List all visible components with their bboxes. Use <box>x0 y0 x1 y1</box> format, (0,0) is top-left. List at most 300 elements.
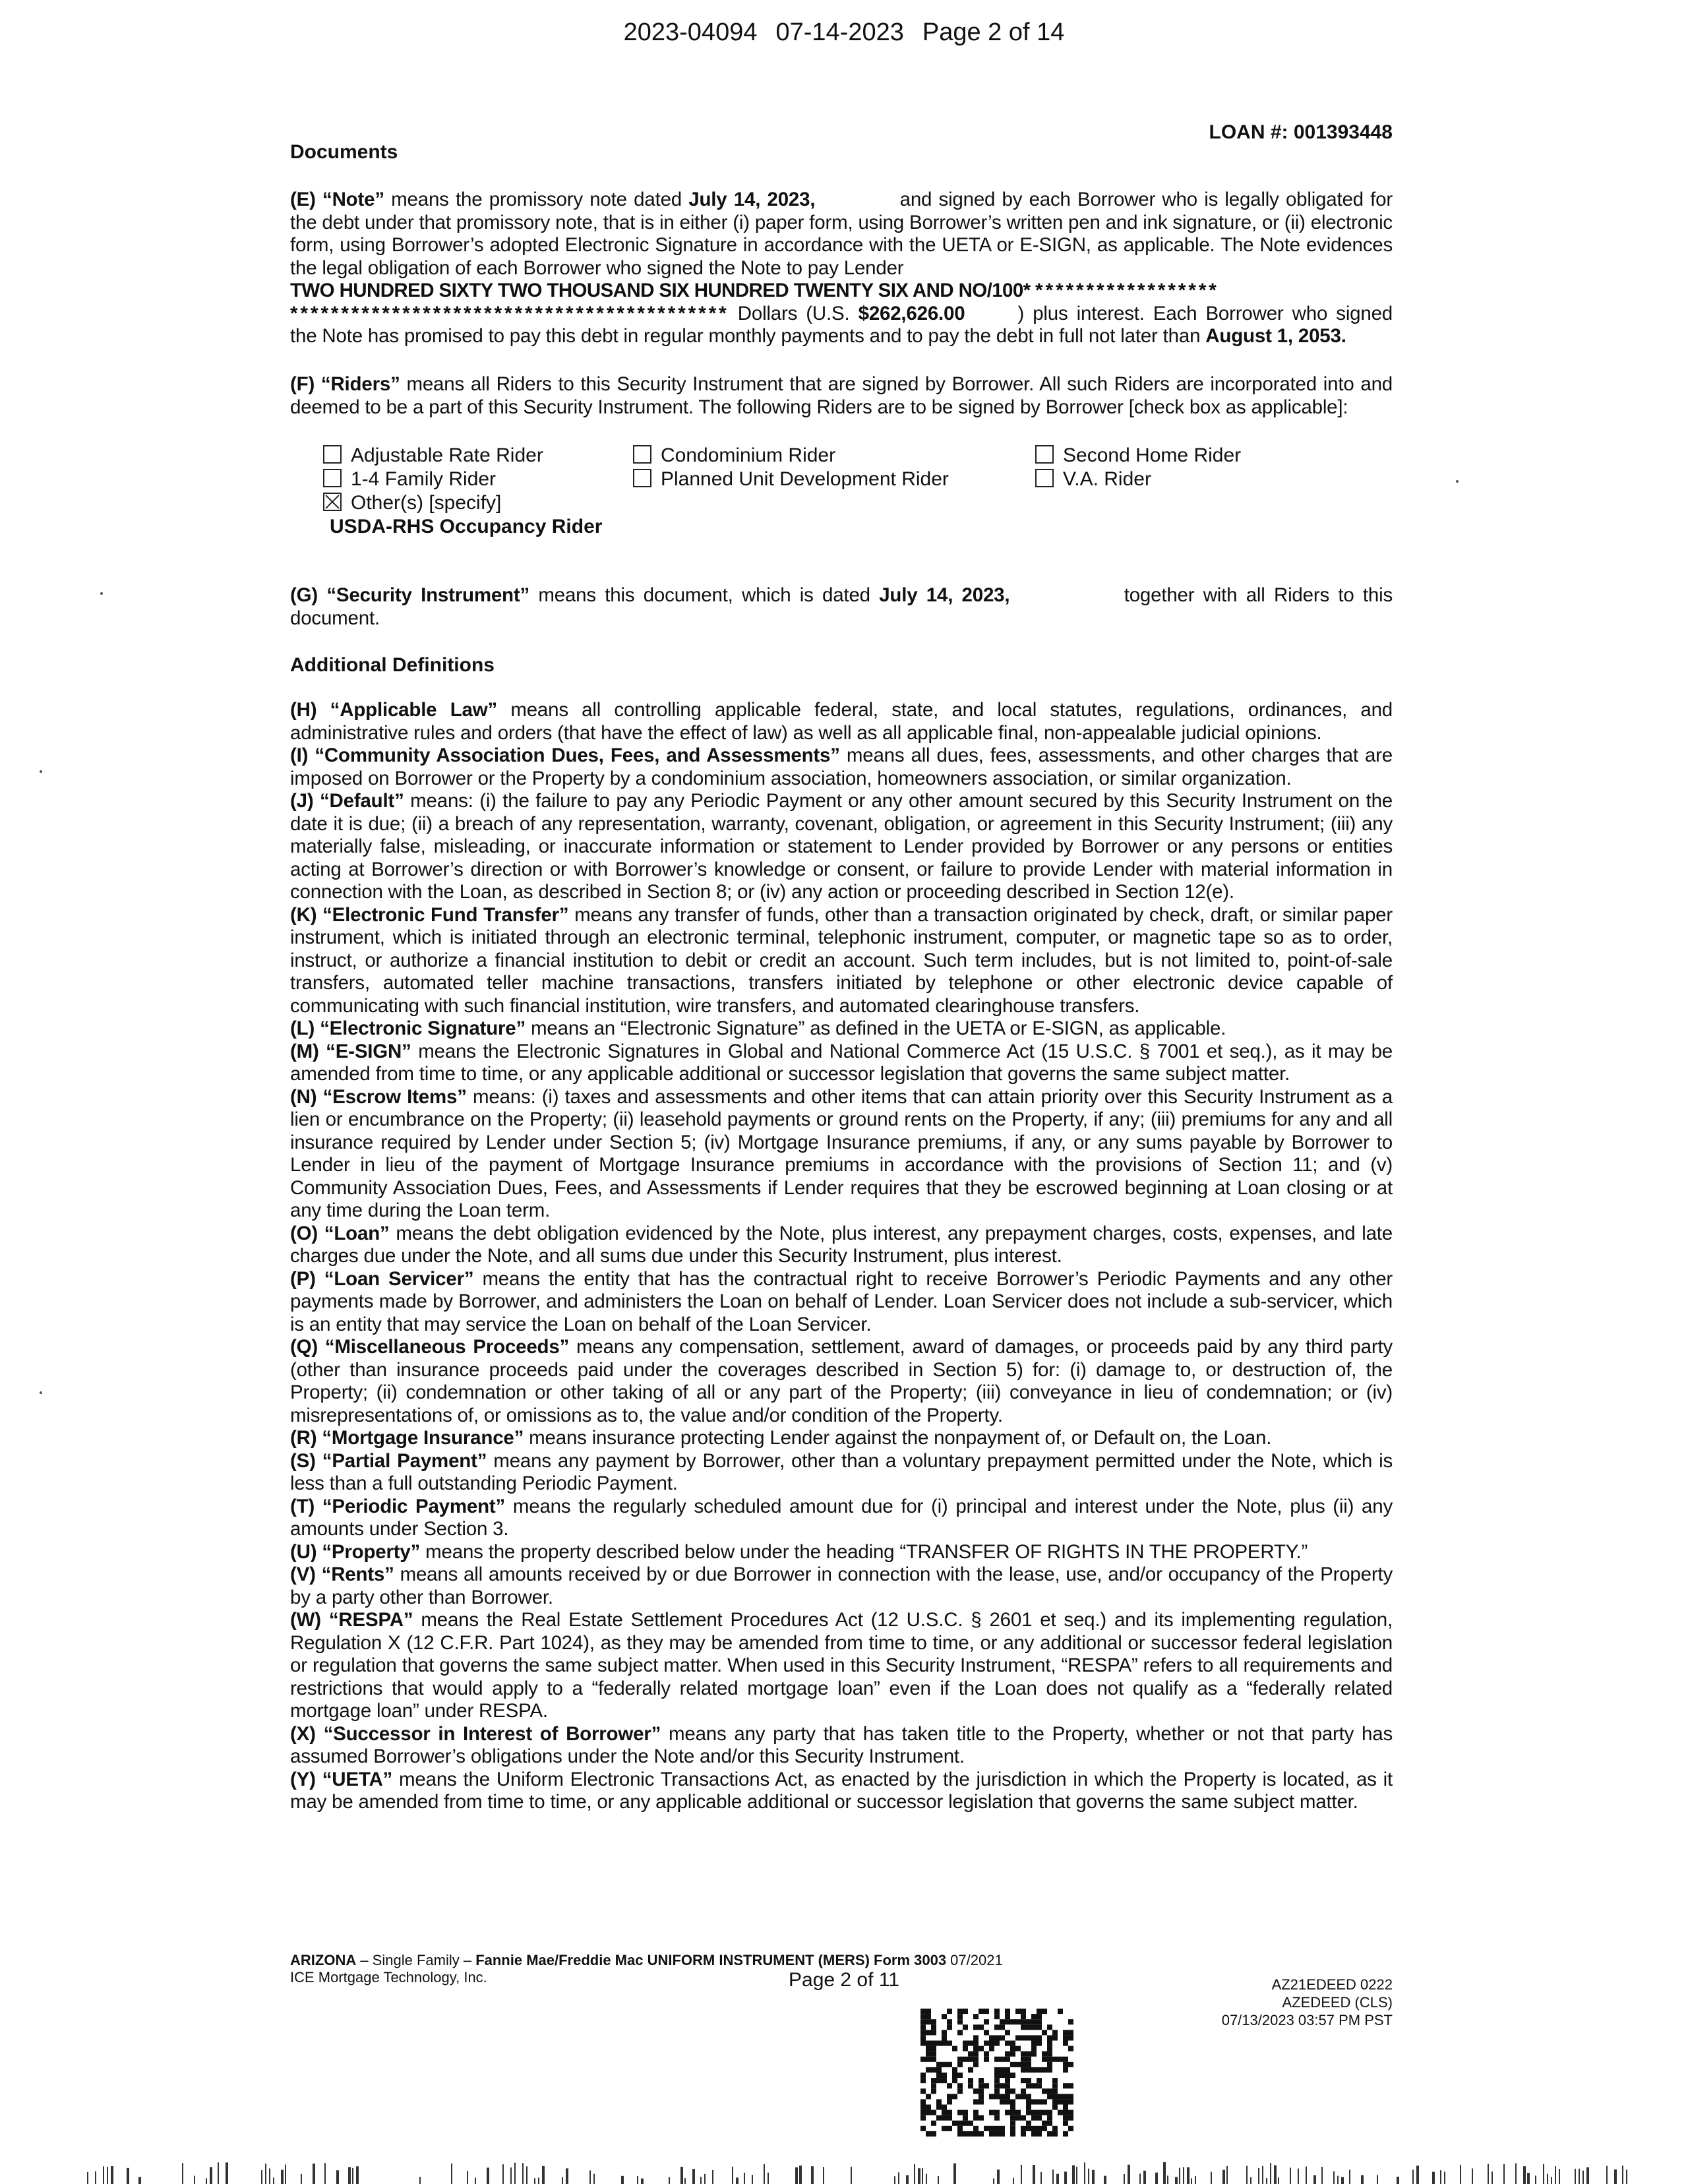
scan-mark <box>1183 2167 1184 2184</box>
qr-cell <box>973 2099 979 2104</box>
qr-cell <box>1052 2105 1058 2110</box>
definition-text: means all amounts received by or due Borrower in connection with the lease, use, and/or occupancy of the Property by a party other than Borrower. <box>290 1563 1393 1608</box>
qr-cell <box>1000 2024 1005 2030</box>
qr-cell <box>979 2083 984 2088</box>
qr-cell <box>1026 2057 1031 2062</box>
definition-item <box>290 1541 1393 1564</box>
note-stars-1: ****************** <box>1035 280 1219 301</box>
qr-cell <box>931 2131 936 2137</box>
qr-cell <box>1010 2019 1015 2024</box>
qr-cell <box>1015 2019 1021 2024</box>
qr-cell <box>989 2041 994 2046</box>
qr-cell <box>963 2115 968 2121</box>
footer-doc-code-2: AZEDEED (CLS) <box>1282 1994 1393 2011</box>
qr-cell <box>1026 2105 1031 2110</box>
qr-cell <box>1058 2110 1063 2115</box>
qr-cell <box>920 2035 926 2040</box>
qr-cell <box>973 2051 979 2057</box>
definition-term: “Escrow Items” <box>322 1085 467 1108</box>
qr-cell <box>1010 2115 1015 2121</box>
scan-mark <box>1349 2169 1350 2184</box>
checked-checkbox-icon[interactable] <box>323 493 342 511</box>
qr-cell <box>979 2088 984 2094</box>
qr-cell <box>1063 2057 1068 2062</box>
definition-term: “E-SIGN” <box>326 1040 411 1062</box>
qr-cell <box>1047 2062 1052 2067</box>
scan-mark <box>1397 2177 1399 2184</box>
qr-cell <box>936 2099 942 2104</box>
qr-cell <box>942 2078 947 2083</box>
qr-cell <box>1052 2094 1058 2099</box>
scan-mark <box>510 2168 512 2184</box>
qr-cell <box>920 2099 926 2104</box>
qr-cell <box>926 2094 931 2099</box>
qr-cell <box>1000 2099 1005 2104</box>
scan-mark <box>1551 2177 1552 2184</box>
qr-cell <box>920 2014 926 2019</box>
qr-cell <box>1037 2067 1042 2073</box>
scan-mark <box>487 2168 489 2184</box>
qr-cell <box>1047 2121 1052 2126</box>
qr-cell <box>1015 2110 1021 2115</box>
qr-cell <box>1037 2035 1042 2040</box>
rider-option-label: Second Home Rider <box>1063 444 1242 466</box>
checkbox-icon[interactable] <box>323 445 342 464</box>
scan-mark <box>324 2163 326 2184</box>
qr-cell <box>973 2046 979 2051</box>
rider-option[interactable] <box>1035 444 1241 467</box>
security-instrument-text-1: means this document, which is dated <box>529 584 880 606</box>
qr-cell <box>1015 2062 1021 2067</box>
scan-mark <box>1021 2165 1022 2184</box>
scan-mark <box>922 2168 923 2184</box>
qr-cell <box>963 2024 968 2030</box>
definition-text: means the entity that has the contractual right to receive Borrower’s Periodic Payments and any other payments made by Borrower, and administers the Loan on behalf of Lender. Loan Servicer does not include a sub-servicer, which is an entity that may service the Loan on behalf of the Loan Servicer. <box>290 1267 1393 1335</box>
definition-term: “Electronic Signature” <box>320 1017 526 1039</box>
qr-cell <box>979 2046 984 2051</box>
scan-mark <box>1139 2173 1141 2184</box>
definition-text: means any transfer of funds, other than a transaction originated by check, draft, or similar paper instrument, which is initiated through an electronic terminal, telephonic instrument, computer, or magnetic tape so as to order, instruct, or authorize a financial institution to debit or credit an account. Such term includes, but is not limited to, point-of-sale transfers, automated teller machine transactions, transfers initiated by telephone or other electronic device capable of communicating with such financial institution, wire transfers, and automated clearinghouse transfers. <box>290 903 1393 1017</box>
qr-cell <box>931 2041 936 2046</box>
scan-mark <box>1191 2178 1192 2184</box>
scan-mark <box>1033 2165 1035 2184</box>
qr-cell <box>1052 2083 1058 2088</box>
checkbox-icon[interactable] <box>633 445 651 464</box>
qr-cell <box>920 2041 926 2046</box>
qr-cell <box>1021 2067 1026 2073</box>
rider-option-label: Other(s) [specify] <box>351 492 502 514</box>
definition-label: (T) <box>290 1495 315 1517</box>
qr-cell <box>973 2110 979 2115</box>
qr-cell <box>952 2121 957 2126</box>
scan-mark <box>1262 2166 1263 2184</box>
scan-mark <box>502 2164 504 2184</box>
scan-mark <box>1052 2169 1054 2184</box>
recording-header <box>0 18 1688 47</box>
definition-label: (R) <box>290 1427 317 1449</box>
scan-mark <box>1076 2167 1077 2184</box>
qr-cell <box>994 2067 1000 2073</box>
qr-cell <box>1031 2014 1037 2019</box>
qr-cell <box>984 2057 989 2062</box>
scan-mark <box>712 2170 713 2184</box>
qr-cell <box>1058 2099 1063 2104</box>
qr-cell <box>1031 2067 1037 2073</box>
scan-mark <box>352 2168 353 2184</box>
scan-mark <box>1128 2165 1130 2184</box>
qr-cell <box>1037 2110 1042 2115</box>
definition-term: “Applicable Law” <box>330 699 498 721</box>
definition-term: “Successor in Interest of Borrower” <box>323 1722 661 1745</box>
qr-cell <box>1031 2019 1037 2024</box>
rider-option[interactable] <box>323 468 496 491</box>
note-maturity: August 1, 2053. <box>1205 325 1346 347</box>
qr-cell <box>968 2121 973 2126</box>
definition-text: means any payment by Borrower, other than a voluntary prepayment permitted under the Note, which is less than a full outstanding Periodic Payment. <box>290 1449 1393 1494</box>
note-text-1: means the promissory note dated <box>384 189 689 210</box>
qr-cell <box>1047 2131 1052 2137</box>
qr-cell <box>1052 2057 1058 2062</box>
qr-cell <box>926 2046 931 2051</box>
checkbox-icon[interactable] <box>323 469 342 487</box>
qr-cell <box>1021 2094 1026 2099</box>
scan-mark <box>1606 2166 1608 2184</box>
qr-cell <box>1026 2035 1031 2040</box>
scan-mark <box>542 2166 545 2184</box>
rider-option[interactable] <box>323 444 543 467</box>
qr-cell <box>989 2126 994 2131</box>
scan-mark <box>1143 2171 1146 2184</box>
definition-label: (W) <box>290 1609 321 1631</box>
qr-cell <box>989 2094 994 2099</box>
definition-term: “Rents” <box>321 1563 394 1585</box>
qr-cell <box>936 2115 942 2121</box>
qr-cell <box>957 2131 963 2137</box>
scan-speck <box>40 770 42 773</box>
scan-mark <box>1246 2166 1248 2184</box>
qr-cell <box>1010 2062 1015 2067</box>
qr-cell <box>920 2115 926 2121</box>
qr-cell <box>1047 2046 1052 2051</box>
scan-speck <box>1456 480 1459 483</box>
scan-mark <box>641 2179 644 2184</box>
scan-mark <box>1579 2169 1580 2184</box>
scan-mark <box>226 2162 228 2184</box>
qr-cell <box>994 2024 1000 2030</box>
scan-mark <box>514 2163 516 2184</box>
scan-mark <box>1250 2177 1251 2184</box>
qr-cell <box>1005 2110 1010 2115</box>
qr-cell <box>1031 2035 1037 2040</box>
scan-mark <box>127 2168 129 2184</box>
loan-number: LOAN #: 001393448 <box>1209 121 1393 143</box>
qr-cell <box>926 2057 931 2062</box>
qr-cell <box>979 2009 984 2014</box>
definition-item <box>290 1223 1393 1268</box>
qr-cell <box>1000 2126 1005 2131</box>
qr-cell <box>989 2131 994 2137</box>
rider-option[interactable] <box>633 444 835 467</box>
scan-mark <box>1270 2163 1271 2184</box>
definition-text: means the Electronic Signatures in Global and National Commerce Act (15 U.S.C. § 7001 et seq.), as it may be amended from time to time, or any applicable additional or successor legislation that governs the same subject matter. <box>290 1040 1393 1085</box>
qr-cell <box>963 2057 968 2062</box>
qr-cell <box>1015 2035 1021 2040</box>
qr-cell <box>1000 2094 1005 2099</box>
qr-cell <box>984 2019 989 2024</box>
qr-cell <box>1063 2115 1068 2121</box>
qr-cell <box>1058 2094 1063 2099</box>
qr-cell <box>942 2014 947 2019</box>
qr-cell <box>952 2078 957 2083</box>
qr-cell <box>1010 2110 1015 2115</box>
qr-cell <box>1042 2067 1047 2073</box>
scan-mark <box>1626 2169 1627 2184</box>
qr-cell <box>920 2105 926 2110</box>
scan-mark <box>1460 2165 1461 2184</box>
qr-cell <box>957 2009 963 2014</box>
checkbox-icon[interactable] <box>1035 469 1054 487</box>
scan-mark <box>1179 2168 1180 2184</box>
qr-cell <box>984 2041 989 2046</box>
note-label: (E) <box>290 189 316 210</box>
qr-cell <box>947 2099 952 2104</box>
qr-cell <box>973 2024 979 2030</box>
qr-cell <box>936 2078 942 2083</box>
qr-cell <box>942 2073 947 2078</box>
definition-term: “UETA” <box>322 1768 393 1790</box>
definition-label: (S) <box>290 1449 316 1472</box>
qr-cell <box>1047 2024 1052 2030</box>
rider-option-label: Condominium Rider <box>661 444 836 466</box>
footer-vendor: ICE Mortgage Technology, Inc. <box>290 1969 487 1986</box>
scan-mark <box>823 2167 824 2184</box>
scan-mark <box>451 2164 452 2184</box>
scan-mark <box>1155 2173 1158 2184</box>
definition-label: (I) <box>290 744 309 766</box>
qr-cell <box>989 2035 994 2040</box>
qr-cell <box>1031 2083 1037 2088</box>
definition-item <box>290 790 1393 904</box>
qr-cell <box>926 2105 931 2110</box>
qr-cell <box>1068 2094 1073 2099</box>
scan-mark <box>194 2175 195 2184</box>
note-amount-words: TWO HUNDRED SIXTY TWO THOUSAND SIX HUNDRED TWENTY SIX AND NO/100* <box>290 280 1031 301</box>
qr-cell <box>936 2067 942 2073</box>
definition-text: means insurance protecting Lender against the nonpayment of, or Default on, the Loan. <box>524 1427 1272 1449</box>
scan-mark <box>1377 2175 1378 2184</box>
qr-cell <box>926 2131 931 2137</box>
qr-cell <box>957 2073 963 2078</box>
qr-cell <box>920 2110 926 2115</box>
scan-mark <box>851 2167 852 2184</box>
qr-cell <box>957 2062 963 2067</box>
qr-cell <box>963 2009 968 2014</box>
qr-cell <box>994 2115 1000 2121</box>
recording-number: 2023-04094 <box>623 18 758 46</box>
scan-mark <box>1298 2169 1299 2184</box>
scan-mark <box>265 2164 266 2184</box>
footer-state: ARIZONA <box>290 1952 357 1968</box>
rider-option[interactable] <box>1035 468 1151 491</box>
qr-cell <box>1058 2009 1063 2014</box>
qr-cell <box>957 2121 963 2126</box>
definition-item <box>290 1609 1393 1723</box>
qr-cell <box>1052 2078 1058 2083</box>
scan-mark <box>938 2176 939 2184</box>
qr-cell <box>979 2078 984 2083</box>
definition-label: (P) <box>290 1267 316 1290</box>
footer-doc-codes <box>1222 1976 1393 2029</box>
footer-form-title: Fannie Mae/Freddie Mac UNIFORM INSTRUMENT (MERS) Form 3003 <box>475 1952 947 1968</box>
scan-mark <box>1084 2162 1085 2184</box>
scan-mark <box>467 2171 468 2184</box>
qr-cell <box>973 2014 979 2019</box>
qr-cell <box>1010 2131 1015 2137</box>
qr-cell <box>942 2030 947 2035</box>
qr-cell <box>1005 2088 1010 2094</box>
qr-cell <box>973 2115 979 2121</box>
qr-cell <box>1063 2121 1068 2126</box>
qr-cell <box>1063 2131 1068 2137</box>
qr-cell <box>931 2088 936 2094</box>
qr-cell <box>1042 2121 1047 2126</box>
rider-option-label: V.A. Rider <box>1063 468 1151 490</box>
definition-term: “Mortgage Insurance” <box>322 1427 524 1449</box>
qr-cell <box>1010 2041 1015 2046</box>
scan-mark <box>669 2177 670 2184</box>
scan-mark <box>593 2174 595 2184</box>
qr-cell <box>1021 2019 1026 2024</box>
scan-mark <box>997 2169 1000 2184</box>
qr-cell <box>1021 2078 1026 2083</box>
qr-cell <box>1021 2115 1026 2121</box>
qr-cell <box>920 2057 926 2062</box>
qr-cell <box>1068 2099 1073 2104</box>
scan-mark <box>356 2166 359 2184</box>
qr-cell <box>968 2131 973 2137</box>
qr-cell <box>1010 2121 1015 2126</box>
definition-item <box>290 1496 1393 1541</box>
definition-label: (U) <box>290 1540 317 1563</box>
rider-option[interactable] <box>633 468 949 491</box>
qr-cell <box>1005 2030 1010 2035</box>
riders-label: (F) <box>290 373 315 395</box>
qr-cell <box>952 2094 957 2099</box>
checkbox-icon[interactable] <box>1035 445 1054 464</box>
qr-cell <box>1005 2051 1010 2057</box>
qr-cell <box>994 2126 1000 2131</box>
footer-timestamp: 07/13/2023 03:57 PM PST <box>1221 2012 1393 2028</box>
qr-cell <box>1005 2014 1010 2019</box>
qr-cell <box>931 2067 936 2073</box>
scan-mark <box>538 2177 539 2184</box>
qr-cell <box>926 2110 931 2115</box>
scan-mark <box>107 2167 108 2184</box>
definition-riders <box>290 373 1393 419</box>
scan-mark <box>1503 2164 1505 2184</box>
checkbox-icon[interactable] <box>633 469 651 487</box>
qr-cell <box>1063 2067 1068 2073</box>
qr-cell <box>1047 2088 1052 2094</box>
definition-term: “Periodic Payment” <box>322 1495 506 1517</box>
qr-cell <box>1026 2067 1031 2073</box>
scan-mark <box>752 2175 753 2184</box>
qr-cell <box>1021 2131 1026 2137</box>
qr-cell <box>1021 2126 1026 2131</box>
qr-cell <box>1037 2131 1042 2137</box>
rider-option-other[interactable] <box>323 492 501 514</box>
note-dollars-label: Dollars (U.S. <box>729 302 859 324</box>
definition-note <box>290 189 1393 348</box>
qr-cell <box>973 2035 979 2040</box>
scan-mark <box>744 2173 745 2184</box>
qr-code-icon <box>920 2009 1073 2137</box>
definition-label: (O) <box>290 1222 318 1244</box>
qr-cell <box>1063 2094 1068 2099</box>
qr-cell <box>1068 2115 1073 2121</box>
definition-label: (Q) <box>290 1336 318 1358</box>
security-instrument-label: (G) <box>290 584 318 606</box>
definition-security-instrument <box>290 584 1393 630</box>
scan-mark <box>1559 2169 1560 2184</box>
qr-cell <box>1063 2062 1068 2067</box>
scan-mark <box>768 2173 769 2184</box>
scan-mark <box>566 2168 568 2184</box>
scan-mark <box>953 2164 956 2184</box>
scan-mark <box>522 2163 524 2184</box>
qr-cell <box>957 2083 963 2088</box>
qr-cell <box>1068 2046 1073 2051</box>
qr-cell <box>979 2131 984 2137</box>
rider-option-label: Planned Unit Development Rider <box>661 468 949 490</box>
qr-cell <box>1052 2088 1058 2094</box>
qr-cell <box>1068 2030 1073 2035</box>
definition-text: means the debt obligation evidenced by the Note, plus interest, any prepayment charges, costs, expenses, and late charges due under the Note, and all sums due under this Security Instrument, plus interest. <box>290 1222 1393 1267</box>
security-instrument-text-2: together with all Riders to this document. <box>290 584 1393 629</box>
scan-mark <box>206 2178 207 2184</box>
scan-speck <box>100 592 103 595</box>
qr-cell <box>1063 2099 1068 2104</box>
definition-item <box>290 1268 1393 1337</box>
qr-cell <box>1015 2094 1021 2099</box>
qr-cell <box>1005 2083 1010 2088</box>
qr-cell <box>1010 2073 1015 2078</box>
definition-text: means: (i) taxes and assessments and other items that can attain priority over this Security Instrument as a lien or encumbrance on the Property; (ii) leasehold payments or ground rents on the Property, if any; (iii) premiums for any and all insurance required by Lender under Section 5; (iv) Mortgage Insurance premiums, if any, or any sums payable by Borrower to Lender in lieu of the payment of Mortgage Insurance premiums in accordance with the provisions of Section 11; and (v) Community Association Dues, Fees, and Assessments if Lender requires that they be escrowed beginning at Loan closing or at any time during the Loan term. <box>290 1085 1393 1221</box>
qr-cell <box>931 2030 936 2035</box>
qr-cell <box>994 2035 1000 2040</box>
scan-mark <box>1064 2171 1067 2184</box>
qr-cell <box>1031 2115 1037 2121</box>
qr-cell <box>1031 2041 1037 2046</box>
scan-mark <box>526 2166 528 2184</box>
scan-mark <box>103 2166 104 2184</box>
scan-mark <box>894 2176 895 2184</box>
qr-cell <box>1000 2131 1005 2137</box>
scan-mark <box>1575 2169 1576 2184</box>
scan-mark <box>1515 2164 1517 2184</box>
qr-cell <box>1031 2126 1037 2131</box>
definition-label: (J) <box>290 790 314 812</box>
qr-cell <box>957 2014 963 2019</box>
definition-item <box>290 1723 1393 1769</box>
scan-mark <box>1488 2164 1489 2184</box>
qr-cell <box>1000 2035 1005 2040</box>
scan-mark <box>906 2175 909 2184</box>
scan-mark <box>914 2164 915 2184</box>
scan-mark <box>1104 2176 1106 2184</box>
definition-text: means: (i) the failure to pay any Periodic Payment or any other amount secured by this Security Instrument on the date it is due; (ii) a breach of any representation, warranty, covenant, obligation, or agreement in this Security Instrument; (iii) any materially false, misleading, or inaccurate information or statement to Lender provided by Borrower or any persons or entities acting at Borrower’s direction or with Borrower’s knowledge or consent, or failure to provide Lender with material information in connection with the Loan, as described in Section 8; or (iv) any action or proceeding described in Section 12(e). <box>290 790 1393 903</box>
scan-mark <box>1124 2174 1125 2184</box>
